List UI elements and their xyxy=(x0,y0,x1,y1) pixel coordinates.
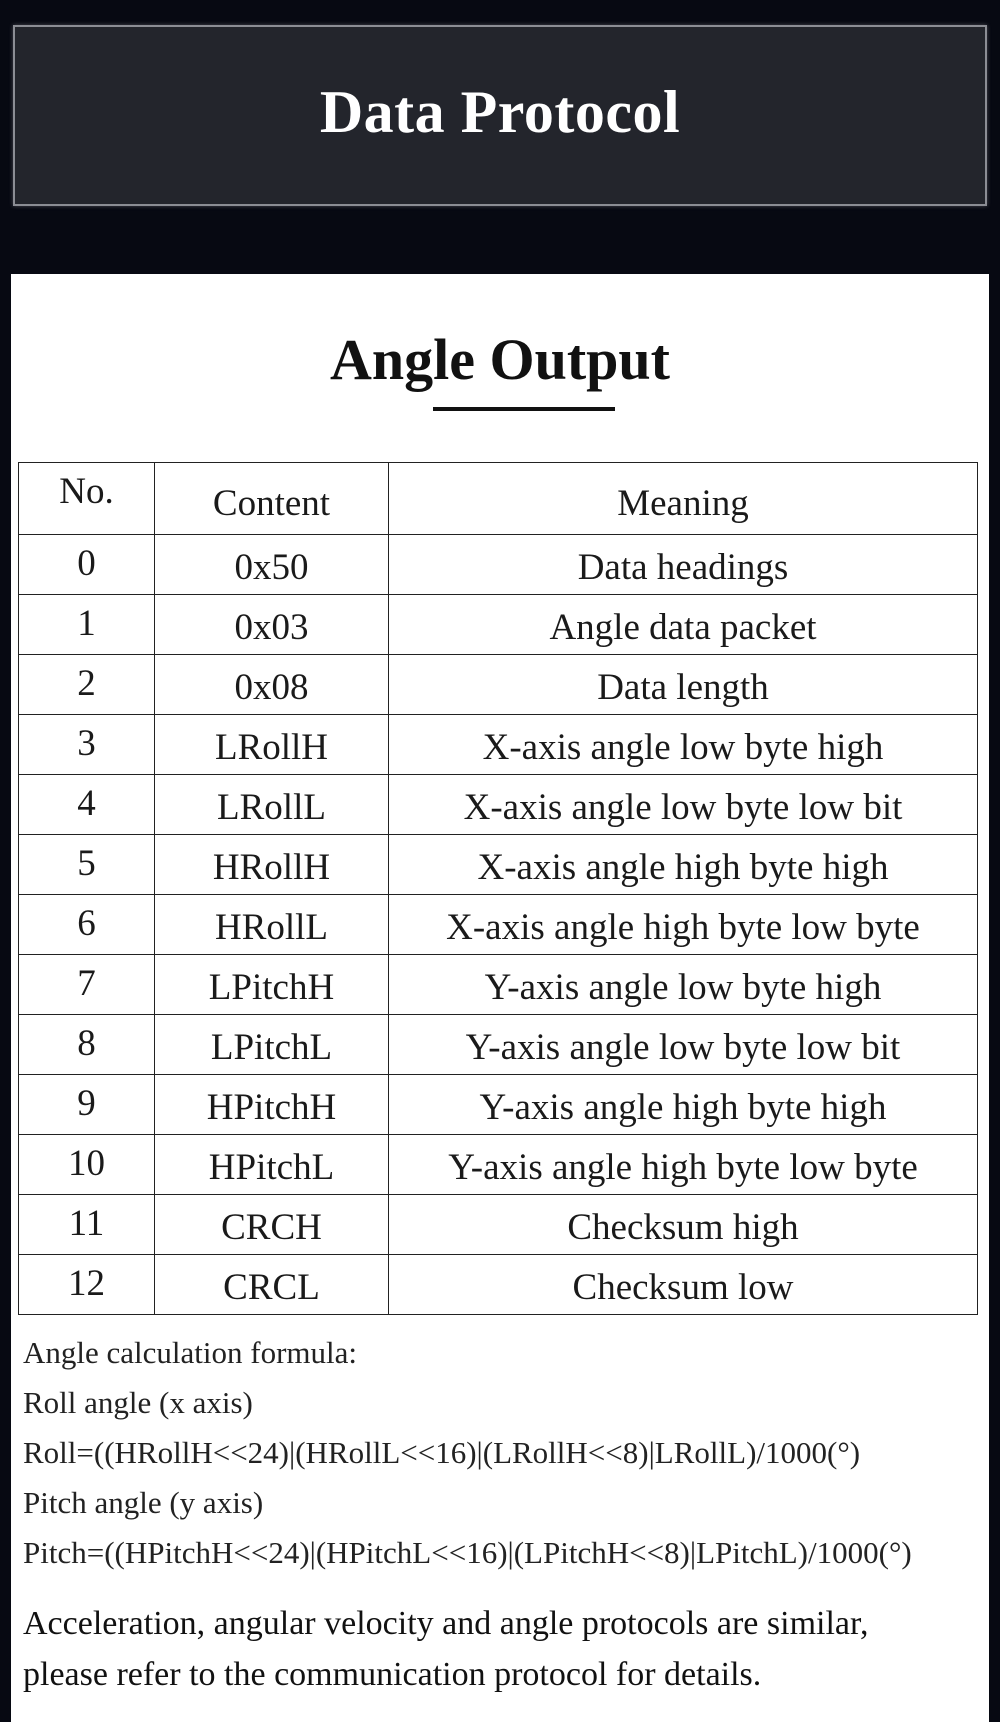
table-row xyxy=(19,1135,978,1195)
cell-meaning: Y-axis angle high byte low byte xyxy=(389,1135,978,1195)
table-row xyxy=(19,775,978,835)
cell-meaning: X-axis angle high byte low byte xyxy=(389,895,978,955)
table-header-row xyxy=(19,463,978,535)
cell-content: LPitchH xyxy=(155,955,389,1015)
cell-content: 0x08 xyxy=(155,655,389,715)
title-underline xyxy=(433,407,615,411)
table-row xyxy=(19,595,978,655)
cell-meaning: Checksum low xyxy=(389,1255,978,1315)
cell-no: 12 xyxy=(19,1255,155,1315)
cell-meaning: Angle data packet xyxy=(389,595,978,655)
cell-no: 7 xyxy=(19,955,155,1015)
table-row xyxy=(19,655,978,715)
content-sheet xyxy=(11,274,989,1722)
cell-no: 9 xyxy=(19,1075,155,1135)
cell-no: 0 xyxy=(19,535,155,595)
cell-meaning: Data length xyxy=(389,655,978,715)
cell-meaning: Data headings xyxy=(389,535,978,595)
cell-no: 8 xyxy=(19,1015,155,1075)
cell-no: 11 xyxy=(19,1195,155,1255)
table-body xyxy=(19,535,978,1315)
header-no: No. xyxy=(19,463,155,535)
header-meaning: Meaning xyxy=(389,463,978,535)
cell-meaning: Y-axis angle low byte low bit xyxy=(389,1015,978,1075)
pitch-label: Pitch angle (y axis) xyxy=(23,1485,264,1520)
cell-content: LRollL xyxy=(155,775,389,835)
table-row xyxy=(19,1075,978,1135)
table-row xyxy=(19,835,978,895)
roll-label: Roll angle (x axis) xyxy=(23,1385,253,1420)
section-title: Angle Output xyxy=(329,327,670,392)
cell-meaning: Y-axis angle high byte high xyxy=(389,1075,978,1135)
page-title: Data Protocol xyxy=(319,79,681,145)
cell-content: HPitchH xyxy=(155,1075,389,1135)
cell-meaning: X-axis angle low byte low bit xyxy=(389,775,978,835)
table-row xyxy=(19,1255,978,1315)
cell-content: HPitchL xyxy=(155,1135,389,1195)
cell-content: LPitchL xyxy=(155,1015,389,1075)
cell-content: CRCL xyxy=(155,1255,389,1315)
formula-heading: Angle calculation formula: xyxy=(23,1335,357,1370)
footnote xyxy=(23,1598,868,1700)
pitch-formula: Pitch=((HPitchH<<24)|(HPitchL<<16)|(LPitchH<<8)|LPitchL)/1000(°) xyxy=(23,1535,912,1570)
cell-meaning: Y-axis angle low byte high xyxy=(389,955,978,1015)
header-banner xyxy=(13,25,987,206)
cell-no: 6 xyxy=(19,895,155,955)
footnote-line: please refer to the communication protocol for details. xyxy=(23,1656,762,1693)
cell-no: 3 xyxy=(19,715,155,775)
table-row xyxy=(19,955,978,1015)
table-row xyxy=(19,535,978,595)
cell-no: 5 xyxy=(19,835,155,895)
table-row xyxy=(19,1015,978,1075)
formula-block xyxy=(23,1328,912,1578)
cell-meaning: Checksum high xyxy=(389,1195,978,1255)
cell-meaning: X-axis angle high byte high xyxy=(389,835,978,895)
table-row xyxy=(19,1195,978,1255)
footnote-line: Acceleration, angular velocity and angle protocols are similar, xyxy=(23,1605,869,1642)
cell-content: 0x03 xyxy=(155,595,389,655)
protocol-table xyxy=(18,462,978,1315)
cell-no: 2 xyxy=(19,655,155,715)
cell-no: 10 xyxy=(19,1135,155,1195)
cell-content: HRollH xyxy=(155,835,389,895)
table-row xyxy=(19,715,978,775)
cell-no: 4 xyxy=(19,775,155,835)
roll-formula: Roll=((HRollH<<24)|(HRollL<<16)|(LRollH<<8)|LRollL)/1000(°) xyxy=(23,1435,861,1470)
table-row xyxy=(19,895,978,955)
cell-content: LRollH xyxy=(155,715,389,775)
cell-meaning: X-axis angle low byte high xyxy=(389,715,978,775)
cell-content: 0x50 xyxy=(155,535,389,595)
cell-content: HRollL xyxy=(155,895,389,955)
cell-content: CRCH xyxy=(155,1195,389,1255)
cell-no: 1 xyxy=(19,595,155,655)
header-content: Content xyxy=(155,463,389,535)
